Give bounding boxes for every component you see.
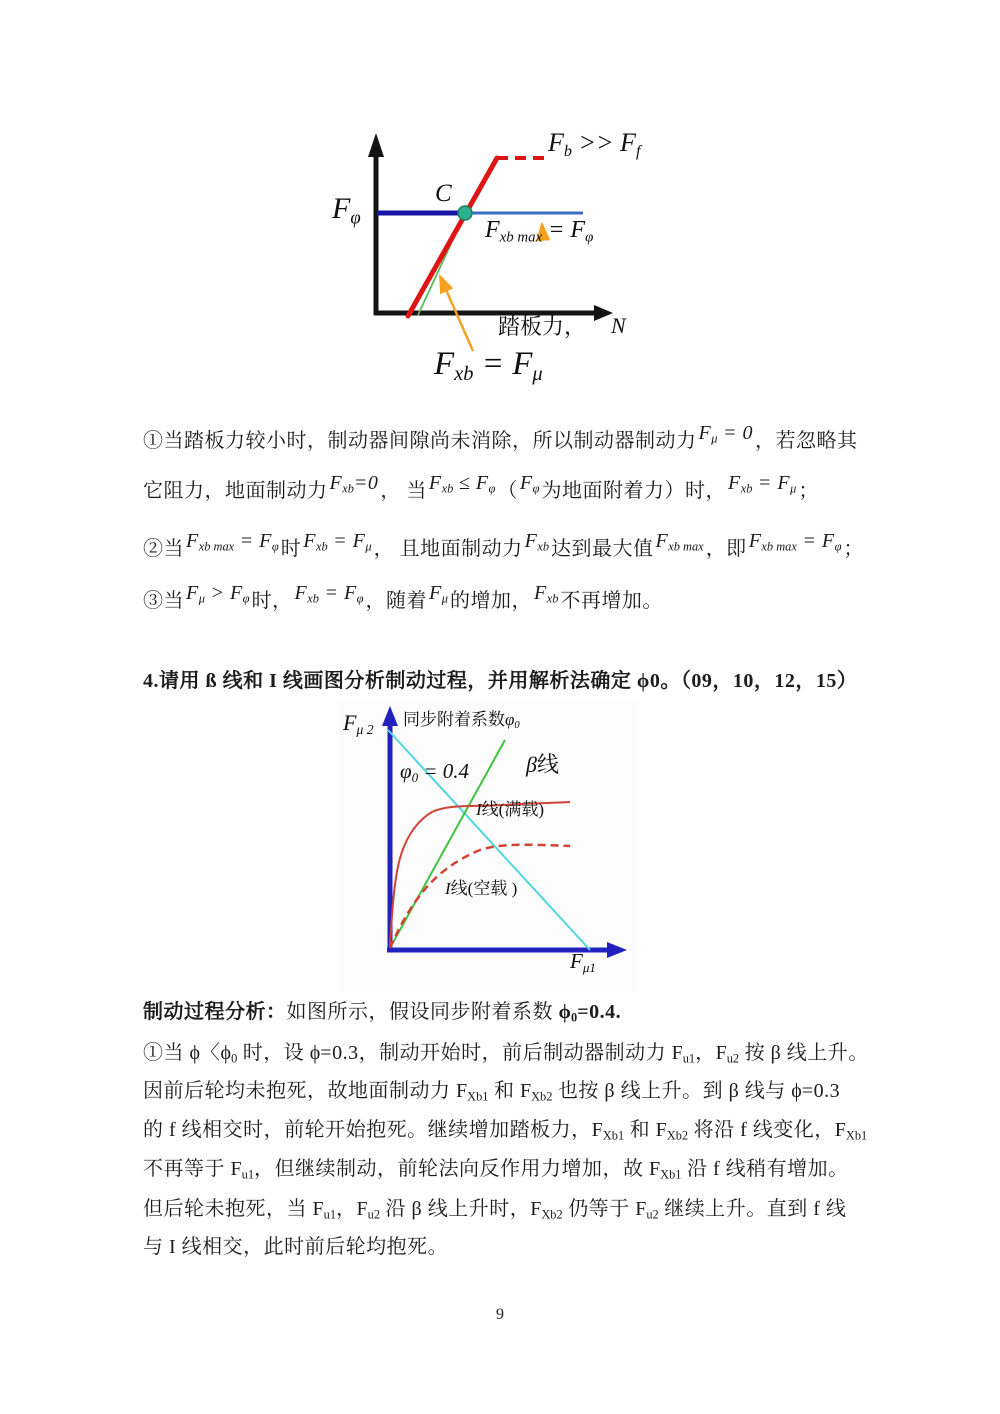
- fig1-y-axis-label: $F_\varphi$: [332, 192, 361, 229]
- fig1-brake-force-line: [408, 158, 497, 316]
- fig1-fb-ff-label: $F_b >> F_f$: [548, 128, 641, 160]
- fig2-i-line-full-label: I线(满载): [476, 800, 544, 819]
- fig2-sync-coefficient-label: 同步附着系数$\varphi_0$: [403, 710, 520, 732]
- analysis-line-5: 但后轮未抱死，当 $F_{u1}$，$F_{u2}$ 沿 β 线上升时，$F_{Xb2}$ 仍等于 $F_{u2}$ 继续上升。直到 f 线: [143, 1198, 847, 1222]
- question4-heading: 4.请用 ß 线和 I 线画图分析制动过程，并用解析法确定 ϕ0。（09，10，12，15）: [143, 670, 858, 692]
- analysis-line-6: 与 I 线相交，此时前后轮均抱死。: [143, 1236, 449, 1258]
- fig1-y-axis-arrow-icon: [368, 133, 384, 157]
- fig2-beta-line-label: β线: [526, 752, 559, 777]
- fig1-fxb-label: $F_{xb} = F_\mu$: [434, 346, 543, 386]
- paragraph1-line2: 它阻力，地面制动力 $F_{xb}=0$ ， 当 $F_{xb} \le F_\varphi$ （ $F_\varphi$ 为地面附着力）时， $F_{xb} = F_\mu$ ；: [143, 472, 819, 502]
- analysis-line-4: 不再等于 $F_{u1}$，但继续制动，前轮法向反作用力增加，故 $F_{Xb1}$ 沿 f 线稍有增加。: [143, 1158, 849, 1182]
- paragraph3-line: ③当 $F_\mu > F_\varphi$ 时， $F_{xb} = F_\varphi$ ，随着 $F_\mu$ 的增加， $F_{xb}$ 不再增加。: [143, 582, 663, 612]
- fig1-x-axis-unit: N: [611, 313, 626, 338]
- fig2-i-curve-full: [390, 802, 570, 946]
- fig2-y-axis-label: $F_{\mu 2}$: [343, 710, 374, 738]
- fig1-x-axis-label: 踏板力，: [498, 314, 587, 339]
- analysis-line-2: 因前后轮均未抱死，故地面制动力 $F_{Xb1}$ 和 $F_{Xb2}$ 也按 β 线上升。到 β 线与 ϕ=0.3: [143, 1080, 841, 1104]
- page-number: 9: [496, 1306, 504, 1323]
- analysis-line-1: ①当 ϕ〈$\phi_0$ 时，设 ϕ=0.3，制动开始时，前后制动器制动力 $F_{u1}$，$F_{u2}$ 按 β 线上升。: [143, 1042, 869, 1066]
- fig1-point-c-dot: [458, 206, 472, 220]
- fig2-x-axis-arrow-icon: [607, 942, 627, 958]
- paragraph2-line: ②当 $F_{xb max} = F_\varphi$ 时 $F_{xb} = F_\mu$ ， 且地面制动力 $F_{xb}$ 达到最大值 $F_{xb max}$ ，即 $F_{xb max} = F_\varphi$ ；: [143, 530, 864, 560]
- analysis-line-3: 的 f 线相交时，前轮开始抱死。继续增加踏板力，$F_{Xb1}$ 和 $F_{Xb2}$ 将沿 f 线变化，$F_{Xb1}$: [143, 1119, 868, 1143]
- fig2-phi0-value-label: $\varphi_0 = 0.4$: [400, 759, 470, 785]
- paragraph1-line1: ①当踏板力较小时，制动器间隙尚未消除，所以制动器制动力 $F_\mu = 0$ ，若忽略其: [143, 422, 858, 452]
- fig1-point-c-label: C: [435, 180, 452, 207]
- fig2-i-line-empty-label: I线(空载 ): [445, 879, 518, 898]
- analysis-title-line: 制动过程分析：如图所示，假设同步附着系数 $\phi_0=0.4$.: [143, 1001, 622, 1025]
- fig2-x-axis-label: $F_{\mu 1}$: [570, 949, 596, 975]
- fig2-y-axis-arrow-icon: [382, 706, 398, 726]
- fig1-fxbmax-label: $F_{xb max} = F_\varphi$: [485, 217, 594, 246]
- figure-beta-i-line-chart: [337, 700, 637, 992]
- figure-pedal-force-chart: [330, 125, 660, 417]
